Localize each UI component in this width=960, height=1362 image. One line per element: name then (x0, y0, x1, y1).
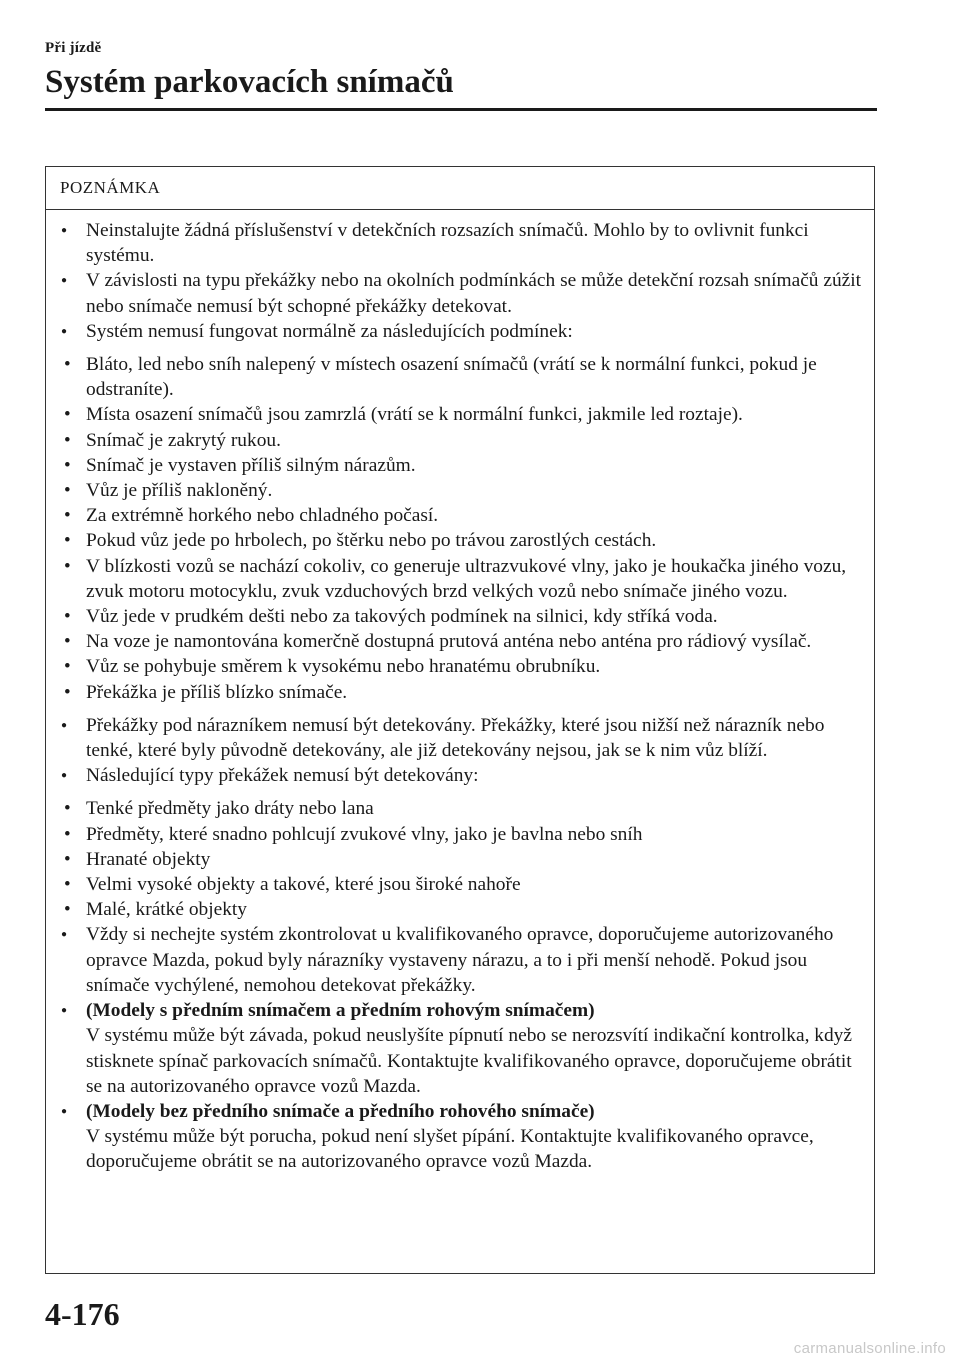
list-item: • Velmi vysoké objekty a takové, které jsou široké nahoře (60, 872, 866, 897)
list-item (60, 319, 866, 705)
list-item: • Vůz jede v prudkém dešti nebo za takových podmínek na silnici, kdy stříká voda. (60, 604, 866, 629)
list-item: ● V závislosti na typu překážky nebo na okolních podmínkách se může detekční rozsah snímačů zúžit nebo snímače nemusí být schopné překážky detekovat. (60, 268, 866, 318)
obstacle-types-list (60, 796, 866, 922)
note-heading: POZNÁMKA (46, 167, 874, 210)
page-number: 4-176 (45, 1296, 120, 1332)
conditions-list (60, 352, 866, 705)
list-item: • Místa osazení snímačů jsou zamrzlá (vrátí se k normální funkci, jakmile led roztaje). (60, 402, 866, 427)
note-body (46, 210, 874, 1175)
list-item (60, 763, 866, 922)
list-item: • Bláto, led nebo sníh nalepený v místech osazení snímačů (vrátí se k normální funkci, pokud je odstraníte). (60, 352, 866, 402)
list-item (60, 1099, 866, 1175)
model-heading-without-front-sensor: ● (Modely bez předního snímače a předního rohového snímače) (86, 1100, 595, 1122)
note-list (60, 218, 866, 1175)
watermark: carmanualsonline.info (793, 1340, 946, 1357)
list-item: • Vůz se pohybuje směrem k vysokému nebo hranatému obrubníku. (60, 654, 866, 679)
list-item: • Za extrémně horkého nebo chladného počasí. (60, 503, 866, 528)
list-item: • Překážka je příliš blízko snímače. (60, 680, 866, 705)
title-rule (45, 108, 877, 111)
list-item (60, 998, 866, 1099)
list-item: ● Neinstalujte žádná příslušenství v detekčních rozsazích snímačů. Mohlo by to ovlivnit funkci systému. (60, 218, 866, 268)
page-title: Systém parkovacích snímačů (45, 64, 454, 100)
model-text-with-front-sensor: V systému může být závada, pokud neuslyšíte pípnutí nebo se nerozsvítí indikační kontrolka, když stisknete spínač parkovacích snímačů. Kontaktujte kvalifikovaného opravce, doporučujeme obrátit se na autorizovaného opravce vozů Mazda. (86, 1025, 852, 1097)
list-item-text: Systém nemusí fungovat normálně za následujících podmínek: (86, 320, 573, 342)
list-item: ● Vždy si nechejte systém zkontrolovat u kvalifikovaného opravce, doporučujeme autorizovaného opravce Mazda, pokud byly nárazníky vystaveny nárazu, a to i při menší nehodě. Pokud jsou snímače vychýlené, nemohou detekovat překážky. (60, 922, 866, 998)
list-item: • Snímač je vystaven příliš silným nárazům. (60, 453, 866, 478)
model-text-without-front-sensor: V systému může být porucha, pokud není slyšet pípání. Kontaktujte kvalifikovaného opravce, doporučujeme obrátit se na autorizovaného opravce vozů Mazda. (86, 1126, 814, 1173)
list-item: • Snímač je zakrytý rukou. (60, 428, 866, 453)
list-item: ● Překážky pod nárazníkem nemusí být detekovány. Překážky, které jsou nižší než nárazník nebo tenké, které byly původně detekovány, ale již detekovány nejsou, jak se k nim vůz blíží. (60, 713, 866, 763)
list-item-text: Následující typy překážek nemusí být detekovány: (86, 765, 479, 787)
section-label: Při jízdě (45, 40, 102, 56)
list-item: • Hranaté objekty (60, 847, 866, 872)
list-item: • Malé, krátké objekty (60, 897, 866, 922)
list-item: • Tenké předměty jako dráty nebo lana (60, 796, 866, 821)
list-item: • Pokud vůz jede po hrbolech, po štěrku nebo po trávou zarostlých cestách. (60, 528, 866, 553)
list-item: • Předměty, které snadno pohlcují zvukové vlny, jako je bavlna nebo sníh (60, 822, 866, 847)
list-item: • V blízkosti vozů se nachází cokoliv, co generuje ultrazvukové vlny, jako je houkačka jiného vozu, zvuk motoru motocyklu, zvuk vzduchových brzd velkých vozů nebo snímače jiného vozu. (60, 554, 866, 604)
model-heading-with-front-sensor: ● (Modely s předním snímačem a předním rohovým snímačem) (86, 1000, 595, 1022)
note-box (45, 166, 875, 1274)
list-item: • Na voze je namontována komerčně dostupná prutová anténa nebo anténa pro rádiový vysílač. (60, 629, 866, 654)
list-item: • Vůz je příliš nakloněný. (60, 478, 866, 503)
